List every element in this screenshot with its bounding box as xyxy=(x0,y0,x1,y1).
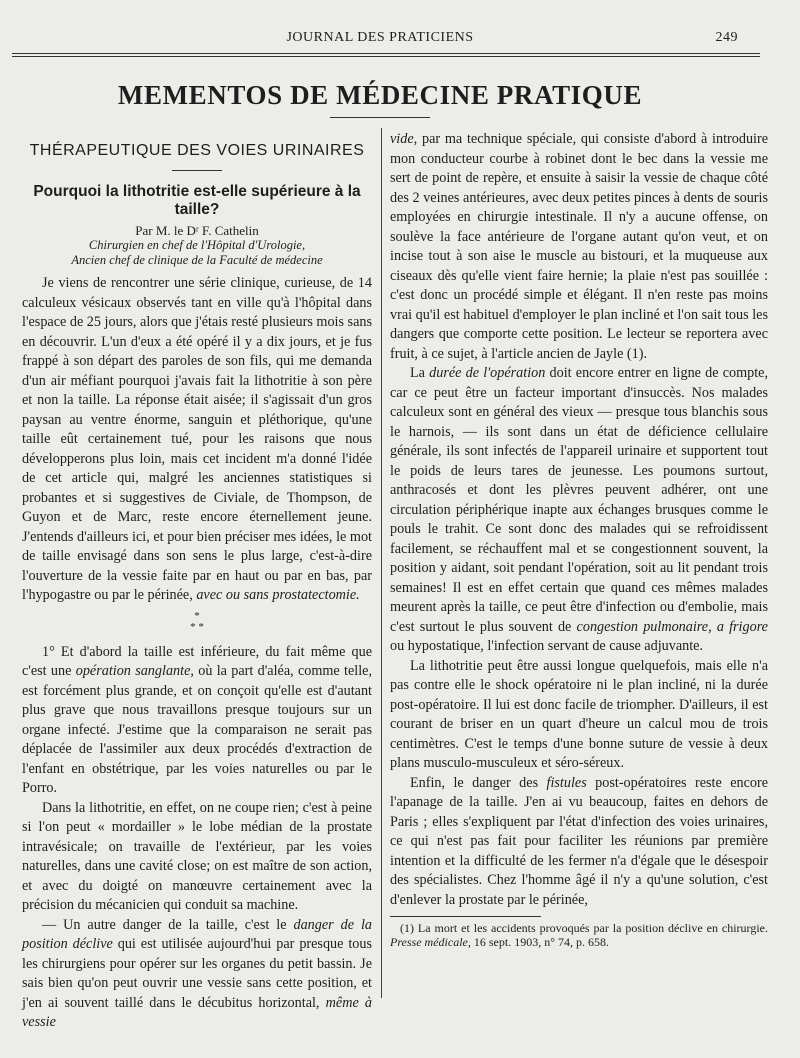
emphasis-text: fistules xyxy=(546,774,587,791)
column-divider xyxy=(381,128,382,998)
running-title: JOURNAL DES PRATICIENS xyxy=(286,30,474,45)
paragraph-text: ou hypostatique, l'infection servant de cause adjuvante. xyxy=(390,638,704,654)
header-rule-bottom xyxy=(12,56,760,57)
title-rule xyxy=(330,117,430,118)
paragraph xyxy=(22,643,372,799)
paragraph xyxy=(22,274,372,606)
footnote-text: (1) La mort et les accidents provoqués par la position déclive en chirurgie. xyxy=(400,921,768,935)
paragraph-text: Je viens de rencontrer une série clinique, curieuse, de 14 calculeux vésicaux observés tant en ville qu'à l'hôpital dans l'espace de 25 jours, alors que j'étais resté plusieurs mois sans en découvrir. L'un d'eux a été opéré il y a dix jours, et je fus frappé à son départ des paroles de son fils, qui me demanda d'un air méfiant pourquoi j'avais fait la lithotritie à son père et non la taille. La réponse était aisée; il s'agissait d'un gros paysan au ventre énorme, sanguin et pléthorique, qu'une taille eût certainement tué, pour les raisons que nous développerons plus loin, mais cet incident m'a donné l'idée de cet article qui, malgré les anciennes statistiques si probantes et si suggestives de Civiale, de Thompson, de Guyon et de Marc, reste encore éternellement jeune. J'entends d'ailleurs ici, et pour bien préciser mes idées, le mot de taille envisagé dans son sens le plus large, c'est-à-dire l'ouverture de la vessie faite par en haut ou par en bas, par l'hypogastre ou par le périnée, xyxy=(22,275,372,603)
emphasis-text: opération sanglante, xyxy=(75,663,194,679)
footnote xyxy=(390,921,768,949)
paragraph: La lithotritie peut être aussi longue quelquefois, mais elle n'a pas contre elle le shock opératoire ni le plan incliné, ni la durée post-opératoire. Il lui est donc facile de triompher. D'ailleurs, il est courant de briser en un quart d'heure un calcul mou de trois centimètres. C'est le temps d'une bonne suture de vessie à deux plans musculo-musculeux et séro-séreux. xyxy=(390,657,768,771)
paragraph-text: qui est utilisée aujourd'hui par presque tous les chirurgiens pour opérer sur les organes du petit bassin. Je sais bien qu'on peut ouvrir une vessie sans cette position, et j'en ai souvent taillé dans le décubitus horizontal, xyxy=(22,936,373,1011)
section-title: THÉRAPEUTIQUE DES VOIES URINAIRES xyxy=(29,142,365,159)
page-number: 249 xyxy=(715,30,738,45)
section-asterism xyxy=(22,611,372,633)
emphasis-text: durée de l'opération xyxy=(429,365,546,381)
paragraph xyxy=(22,916,372,1033)
footnote-journal: Presse médicale, xyxy=(390,935,471,949)
author-affiliation-2: Ancien chef de clinique de la Faculté de médecine xyxy=(71,253,323,267)
paragraph xyxy=(390,130,768,364)
emphasis-text: avec ou sans prostatectomie. xyxy=(196,587,360,603)
article-byline: Par M. le Dʳ F. Cathelin xyxy=(135,223,259,238)
paragraph xyxy=(390,364,768,657)
paragraph-text: doit encore entrer en ligne de compte, car ce peut être un facteur important d'insuccès. Nos malades calculeux sont en général des vieux — presque tous blanchis sous le harnois, — ils sont dans un état de déficience cellulaire générale, ils sont infectés de l'appareil urinaire et supportent tout le poids de leurs tares de jeunesse. Les poumons surtout, anthracosés et dont les plèvres peuvent adhérer, ont une circulation périphérique inapte aux échanges brusques comme le pouls le trahit. Ce sont donc des malades qui se refroidissent facilement, se réchauffent mal et se congestionnent souvent, la position y aidant, soit pendant l'opération, soit au lit pendant trois semaines! Il est en effet certain que quand ces mêmes malades meurent après la taille, ce peut être d'infection ou d'embolie, mais c'est surtout le plus souvent de xyxy=(390,365,769,635)
paragraph-text: — Un autre danger de la taille, c'est le xyxy=(42,916,287,933)
paragraph-text: post-opératoires reste encore l'apanage de la taille. J'en ai vu beaucoup, faites en dehors de Paris ; elles s'expliquent par l'état d'infection des voies urinaires, ce qui n'est pas fait pour faciliter les réunions par première intention et la difficulté de les fermer n'a d'égale que le désespoir des spécialistes. Chez l'homme âgé il n'y a qu'une solution, c'est d'enlever la prostate par le périnée, xyxy=(390,774,769,908)
right-column xyxy=(390,130,768,949)
emphasis-text: congestion pulmonaire, a frigore xyxy=(576,618,768,635)
left-column xyxy=(22,130,372,1033)
asterism-bottom: * * xyxy=(190,620,204,633)
footnote-text: 16 sept. 1903, n° 74, p. 658. xyxy=(473,935,609,949)
paragraph xyxy=(390,774,768,911)
main-title: MEMENTOS DE MÉDECINE PRATIQUE xyxy=(117,80,643,110)
footnote-rule xyxy=(390,916,541,917)
paragraph: Dans la lithotritie, en effet, on ne coupe rien; c'est à peine si l'on peut « mordailler » le lobe médian de la prostate intravésicale; on travaille de l'extérieur, par les voies naturelles, dans une cavité close; on est maître de son action, et avec du doigté on manœuvre certainement avec la précision du mécanicien qui conduit sa machine. xyxy=(22,799,372,913)
section-rule xyxy=(172,170,222,171)
paragraph-text: 1° Et d'abord la taille est inférieure, du fait même que c'est une xyxy=(22,643,372,679)
author-affiliation-1: Chirurgien en chef de l'Hôpital d'Urologie, xyxy=(88,238,306,252)
article-title: Pourquoi la lithotritie est-elle supérieure à la taille? xyxy=(33,183,361,218)
paragraph-text: où la part d'aléa, comme telle, est forcément plus grande, et on conçoit qu'elle est d'autant plus grave que nous travaillons presque toujours sur un organe infecté. J'estime que la comparaison ne serait pas déplacée de l'assimiler aux deux procédés d'extraction de l'enfant en obstétrique, par les voies naturelles ou par le Porro. xyxy=(22,663,373,796)
asterism-top: * xyxy=(194,609,200,622)
emphasis-text: vide, xyxy=(390,131,418,147)
emphasis-text: danger de la position déclive xyxy=(22,916,373,952)
header-rule-top xyxy=(12,53,760,54)
emphasis-text: même à vessie xyxy=(22,994,373,1030)
paragraph-text: par ma technique spéciale, qui consiste d'abord à introduire mon conducteur courbe à robinet dont le bec dans la vessie me sert de point de repère, et ensuite à saisir la vessie de chaque côté des 2 veines antérieures, avec deux petites pinces à dents de souris employées en chirurgie intestinale. Il n'y a aucune offense, on soulève la face antérieure de l'organe autant qu'on veut, et on incise tout à son aise le muscle au bistouri, et la muqueuse aux ciseaux dès qu'elle vient faire hernie; la plaie n'est pas souillée : c'est donc un procédé simple et élégant. Il n'en reste pas moins vrai qu'il est habituel d'employer le plan incliné et l'on sait tous les dangers que comporte cette position. Le lecteur se reportera avec fruit, à ce sujet, à l'article ancien de Jayle (1). xyxy=(390,131,768,362)
paragraph-text: La xyxy=(410,365,425,381)
paragraph-text: Enfin, le danger des xyxy=(410,774,539,791)
